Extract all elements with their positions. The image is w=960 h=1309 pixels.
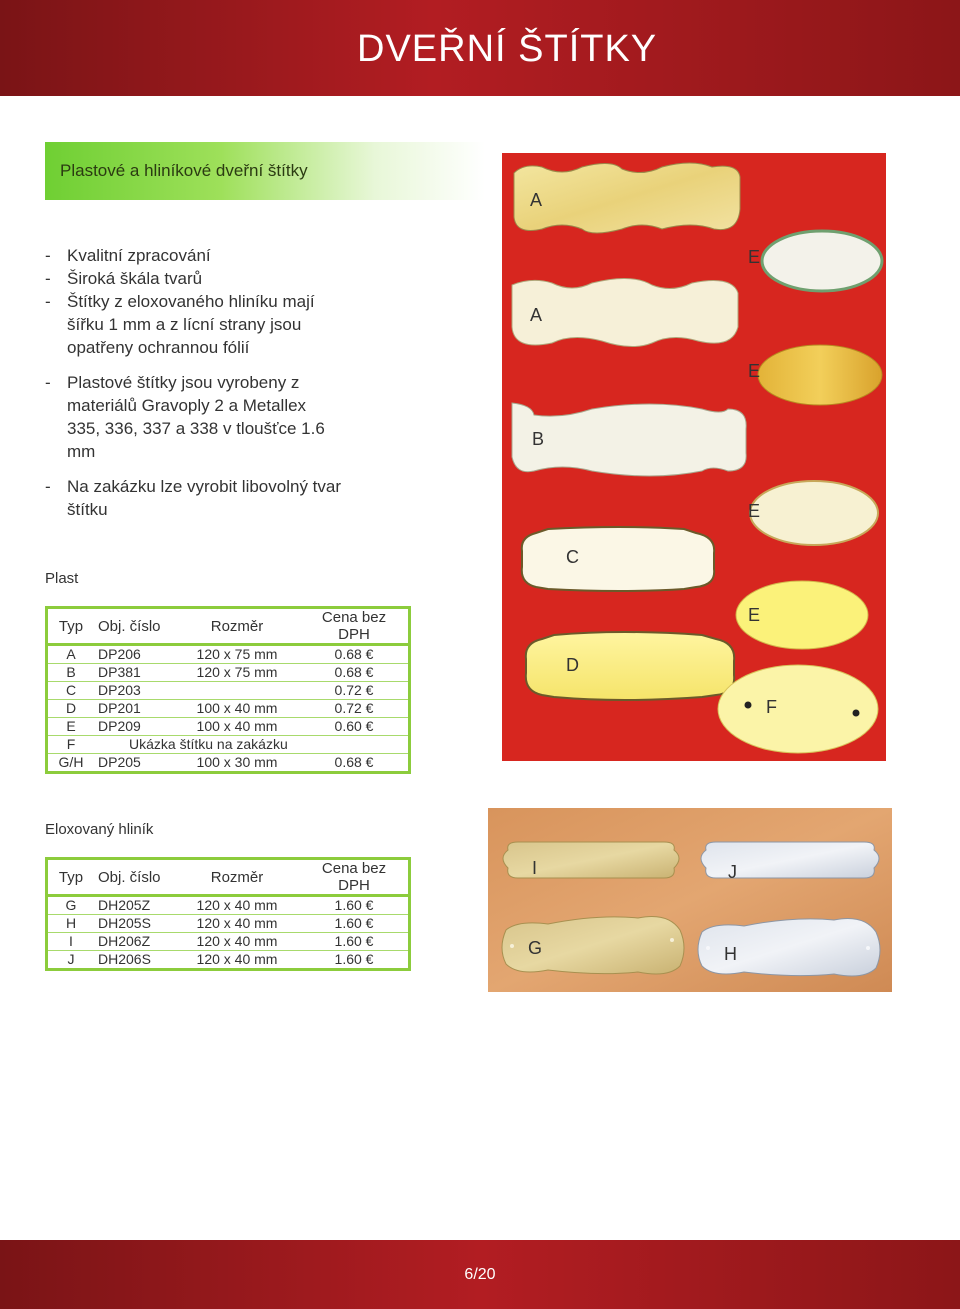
table-row: H DH205S 120 x 40 mm 1.60 € bbox=[47, 915, 410, 933]
label-i: I bbox=[532, 858, 538, 878]
plate-d bbox=[526, 632, 734, 700]
list-item: - Plastové štítky jsou vyrobeny z materiálů Gravoply 2 a Metallex 335, 336, 337 a 338 v tloušťce 1.6 mm bbox=[45, 373, 325, 461]
table-row-custom: F Ukázka štítku na zakázku bbox=[47, 736, 410, 754]
label-e1: E bbox=[748, 247, 761, 267]
hlinik-plates-photo bbox=[488, 808, 892, 992]
label-c: C bbox=[566, 547, 579, 567]
col-header-typ: Typ bbox=[47, 608, 95, 645]
plate-h-hole-icon bbox=[866, 946, 870, 950]
feature-list bbox=[45, 244, 465, 533]
plast-section-label: Plast bbox=[45, 570, 79, 587]
plate-e-cream bbox=[750, 481, 878, 545]
hlinik-section-label: Eloxovaný hliník bbox=[45, 821, 154, 838]
table-row: D DP201 100 x 40 mm 0.72 € bbox=[47, 700, 410, 718]
plate-e-white bbox=[762, 231, 882, 291]
label-g: G bbox=[528, 938, 543, 958]
table-row: G/H DP205 100 x 30 mm 0.68 € bbox=[58, 754, 374, 770]
table-header-row bbox=[47, 859, 410, 896]
plast-price-table bbox=[45, 606, 411, 774]
label-h: H bbox=[724, 944, 737, 964]
plate-f-hole-icon bbox=[853, 710, 860, 717]
intro-bar-text: Plastové a hliníkové dveřní štítky bbox=[60, 161, 308, 180]
plate-h-hole-icon bbox=[706, 946, 710, 950]
list-item: - Štítky z eloxovaného hliníku mají šířku 1 mm a z lícní strany jsou opatřeny ochrannou fólií bbox=[45, 292, 315, 357]
label-j: J bbox=[728, 862, 737, 882]
table-row: I DH206Z 120 x 40 mm 1.60 € bbox=[47, 933, 410, 951]
table-row: E DP209 100 x 40 mm 0.60 € bbox=[47, 718, 410, 736]
table-row: A DP206 120 x 75 mm 0.68 € bbox=[47, 645, 410, 664]
plate-e-gold bbox=[758, 345, 882, 405]
plate-c bbox=[522, 527, 714, 591]
plate-g-hole-icon bbox=[670, 938, 674, 942]
plast-plates-photo bbox=[502, 153, 886, 761]
label-e3: E bbox=[748, 501, 761, 521]
label-e4: E bbox=[748, 605, 761, 625]
label-d: D bbox=[566, 655, 579, 675]
col-header-rozmer: Rozměr bbox=[174, 859, 300, 896]
col-header-obj: Obj. číslo bbox=[94, 859, 174, 896]
page-footer bbox=[0, 1240, 960, 1309]
plate-a-second bbox=[512, 278, 738, 346]
list-item: - Kvalitní zpracování bbox=[45, 246, 211, 265]
list-item: - Široká škála tvarů bbox=[45, 269, 203, 288]
col-header-obj: Obj. číslo bbox=[94, 608, 174, 645]
label-e2: E bbox=[748, 361, 761, 381]
plate-f-hole-icon bbox=[745, 702, 752, 709]
label-b: B bbox=[532, 429, 545, 449]
page-header bbox=[0, 0, 960, 96]
page-number: 6/20 bbox=[464, 1266, 496, 1283]
label-f: F bbox=[766, 697, 777, 717]
table-header-row bbox=[47, 608, 410, 645]
col-header-typ: Typ bbox=[47, 859, 95, 896]
plate-f bbox=[718, 665, 878, 753]
table-row: G DH205Z 120 x 40 mm 1.60 € bbox=[47, 896, 410, 915]
table-row: C DP203 0.72 € bbox=[47, 682, 410, 700]
plate-a-top bbox=[514, 163, 740, 233]
hlinik-price-table bbox=[45, 857, 411, 971]
table-row: B DP381 120 x 75 mm 0.68 € bbox=[47, 664, 410, 682]
list-item: - Na zakázku lze vyrobit libovolný tvar štítku bbox=[45, 477, 342, 519]
intro-bar bbox=[45, 142, 485, 200]
col-header-rozmer: Rozměr bbox=[174, 608, 300, 645]
plate-i bbox=[503, 842, 679, 878]
table-row: J DH206S 120 x 40 mm 1.60 € bbox=[67, 951, 374, 967]
col-header-cena: Cena bez DPH bbox=[300, 608, 410, 645]
label-a-second: A bbox=[530, 305, 543, 325]
page-title: DVEŘNÍ ŠTÍTKY bbox=[357, 28, 658, 70]
plate-g-hole-icon bbox=[510, 944, 514, 948]
label-a-top: A bbox=[530, 190, 543, 210]
col-header-cena: Cena bez DPH bbox=[300, 859, 410, 896]
